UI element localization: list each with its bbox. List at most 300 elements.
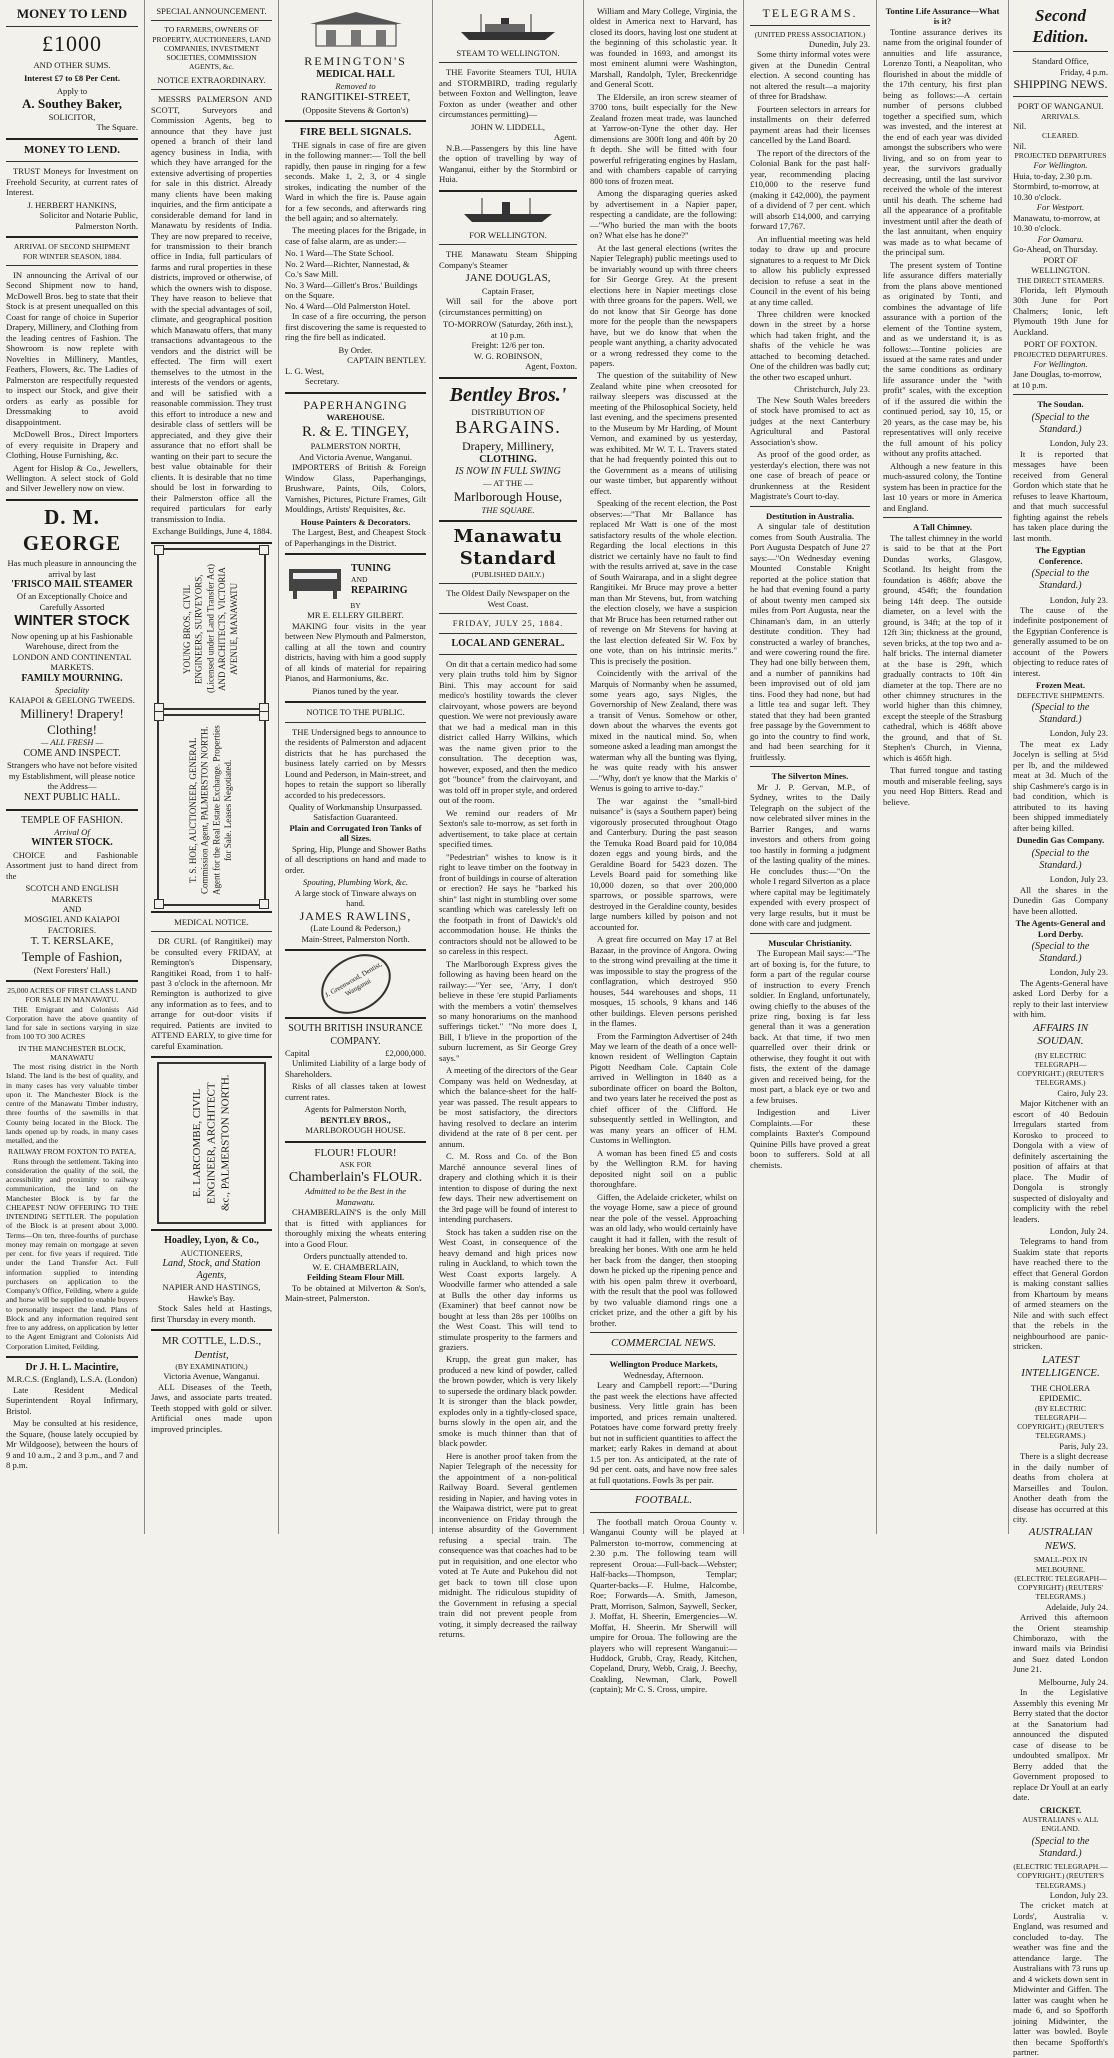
notice-body: MESSRS PALMERSON AND SCOTT, Surveyors and Commission Agents, beg to announce that they have just opened a branch of their land agency business in India, with which they have arranged for the extensive advertising of properties for sale in this district. Already many clients have been making inquiries, and the firm anticipate a considerable demand for land in Manawatu by residents of India. They are now prepared to receive, for transmission to their branch office in India, full particulars of farms and rural properties in these districts, improved or otherwise, of which the owners wish to dispose. They have reason to believe that with the special advantages of soil, climate, and geographical position which Manawatu offers, that many transactions advantageous to the vendors and the district will be effected. The firm will exert themselves to the utmost in the interests of the vendors or agents, and will be satisfied with a reasonable commission. They trust this effort to introduce a new and desirable class of settlers will be appreciated, and they give their assurance that no effort shall be wanting on their part to secure the best value obtainable for their clients. It is desirable that no time should be lost in forwarding to their Palmerston office all the required particulars for early transmission to India. bbox=[151, 94, 272, 524]
column-1 bbox=[0, 0, 145, 1534]
flour-line-2: ASK FOR bbox=[339, 1160, 372, 1170]
sbi-bentley: BENTLEY BROS., bbox=[320, 1114, 391, 1125]
hoadley-name: Hoadley, Lyon, & Co., bbox=[164, 1235, 259, 1247]
column-4 bbox=[433, 0, 584, 1640]
remington-opposite: (Opposite Stevens & Gorton's) bbox=[302, 104, 409, 115]
cottle-address: Victoria Avenue, Wanganui. bbox=[163, 1371, 260, 1382]
masthead-published: (PUBLISHED DAILY.) bbox=[471, 570, 545, 580]
australian-copyright: (ELECTRIC TELEGRAPH—COPYRIGHT) (REUTERS' TELEGRAMS.) bbox=[1014, 1573, 1107, 1602]
shipment-sig: McDowell Bros., Direct Importers of every requisite in Drapery and Clothing, House Furnishing, &c. bbox=[6, 429, 138, 461]
telegrams-dated: Dunedin, July 23. bbox=[808, 38, 870, 49]
tall-title: A Tall Chimney. bbox=[913, 522, 972, 533]
frozen-sub: DEFECTIVE SHIPMENTS. bbox=[1016, 690, 1105, 700]
money-lend-interest: Interest £7 to £8 Per Cent. bbox=[23, 73, 121, 84]
australian-date-2: Melbourne, July 24. bbox=[1038, 1676, 1108, 1687]
latest-date: Paris, July 23. bbox=[1059, 1440, 1108, 1451]
george-line-14: NEXT PUBLIC HALL. bbox=[23, 791, 121, 803]
steamer-illustration-2 bbox=[458, 196, 558, 226]
tingey-and: And Victoria Avenue, Wanganui. bbox=[298, 451, 413, 462]
shipping-cleared: CLEARED. bbox=[1042, 131, 1079, 141]
muscular-title: Muscular Christianity. bbox=[768, 937, 852, 948]
public-satisfaction: Satisfaction Guaranteed. bbox=[313, 812, 398, 823]
tontine-body: Tontine assurance derives its name from the original founder of annuities and life assurance, Lorenzo Tonti, a Neapolitan, who flourished in about the middle of the 17th century, his first plan being as follows:—A certain number of persons clubbed together a specified sum, which was invested, and the interest at the end of each year was divided amongst the subscribers who were living, and so on from year to year, the survivors gradually decreasing, until the last survivor received the whole of the interest until his death. The scheme had all the appearance of a profitable investment until after the death of the last annuitant, when enquiry was made as to what became of the principal sum. bbox=[883, 26, 1002, 258]
temple-title: TEMPLE OF FASHION. bbox=[21, 814, 123, 826]
tontine-body-3: Although a new feature in this much-assured colony, the Tontine system has been in practice for the last 10 years or more in America and England. bbox=[883, 460, 1002, 513]
latest-sub: THE CHOLERA EPIDEMIC. bbox=[1030, 1382, 1091, 1404]
hoadley-line-3: Hawke's Bay. bbox=[188, 1292, 235, 1303]
hoadley-role: AUCTIONEERS, bbox=[180, 1247, 243, 1258]
news-p1: William and Mary College, Virginia, the oldest in America next to Harvard, has closed its doors, having lost one student at the beginning of this scholastic year. It was founded in 1693, and amongst its most eminent alumni were Washington, Marshall, Randolph, Tyler, Breckenridge and General Scott. bbox=[590, 6, 737, 90]
cricket-copyright: (ELECTRIC TELEGRAPH.—COPYRIGHT.) (REUTER'S TELEGRAMS.) bbox=[1013, 1862, 1108, 1890]
australian-sub: SMALL-POX IN MELBOURNE. bbox=[1033, 1555, 1088, 1574]
column-3 bbox=[279, 0, 433, 1534]
local-p9: Here is another proof taken from the Napier Telegraph of the necessity for the appointment of a non-political Railway Board. Several gentlemen residing in Napier, and having votes in the Waipawa district, were put to great inconvenience on Friday through the intense absurdity of the Government refusing a special train. The consequence was that coaches had to be put in requisition, and one elector who voted at Te Aute and Pukehou did not get back to town till close upon midnight. The ridiculous stupidity of the Government in refusing a special train did not prevent people from voting, it simply decreased the railway returns. bbox=[439, 1450, 577, 1640]
soudan-date: London, July 23. bbox=[1049, 438, 1108, 449]
special-title: SPECIAL ANNOUNCEMENT. bbox=[156, 6, 267, 16]
land-body-3: Runs through the settlement. Taking into consideration the quality of the soil, the accessibility and proximity to railway communication, the land on the Manchester Block is by far the CHEAPEST NOW OFFERING TO THE INTENDING SETTLER. The population of the Block is at present about 3,000. Terms—On ten, three-fourths of purchase money may remain on mortgage at seven per cent. for five years if required. Title under the Land Transfer Act. Full information supplied to intending purchasers on application to the Company's Office, Feilding, where a guide and horse will be supplied to enable buyers to personally inspect the land. Plans of Block and any information required sent free to any address, on application by letter to the Agent Emigrant and Colonists Aid Corporation Limited, Feilding. bbox=[6, 1156, 138, 1351]
remington-street: RANGITIKEI-STREET, bbox=[300, 91, 411, 104]
second-edition-date: Friday, 4 p.m. bbox=[1060, 66, 1108, 77]
wellington-captain: Captain Fraser, bbox=[481, 285, 535, 296]
fire-ward-1: No. 1 Ward—The State School. bbox=[285, 248, 394, 259]
column-7 bbox=[877, 0, 1009, 1534]
news-p5: The question of the suitability of New Zealand white pine when creosoted for railway sleepers was discussed at the meeting of the Philosophical Society, held last evening, and the specimens presented to the Museum by Mr Harding, of Mount Vernon, and examined by us yesterday, was exhibited. Mr W. T. L. Travers stated that he had frequently pointed this out to the Government as a means of utilising our waste timber, but apparently without effect. bbox=[590, 370, 737, 496]
flour-orders: Orders punctually attended to. bbox=[303, 1251, 408, 1262]
tel-p6: The New South Wales breeders of stock have promised to act as judges at the next Canterbury Agricultural and Pastoral Association's show. bbox=[750, 394, 870, 447]
cricket-date: London, July 23. bbox=[1049, 1889, 1108, 1900]
news-p2: The Eldersile, an iron screw steamer of 3700 tons, built especially for the New Zealand frozen meat trade, was launched at Yarrow-on-Tyne the other day. Her dimensions are 300ft long and 40ft by 20 ft depth. She will be fitted with four powerful refrigerating engines by Haslam, and with chambers capable of carrying 800 tons of frozen meat. bbox=[590, 91, 737, 186]
shipping-line-7: Go-Ahead, on Thursday. bbox=[1013, 244, 1098, 255]
bentley-line-8: THE SQUARE. bbox=[481, 504, 535, 515]
notice-address: Exchange Buildings, June 4, 1884. bbox=[152, 526, 272, 537]
port-wellington-title: PORT OF WELLINGTON. bbox=[1031, 254, 1090, 276]
affairs-body: Major Kitchener with an escort of 40 Bedouin Irregulars started from Korosko to proceed to Dongola with a view of definitely ascertaining the position of affairs at that place. The Mudir of Dongola is strongly suspected of disloyalty and complicity with the rebel leaders. bbox=[1013, 1098, 1108, 1224]
bentley-line-2: BARGAINS. bbox=[455, 417, 561, 438]
steam-body: THE Favorite Steamers TUI, HUIA and STORMBIRD, trading regularly between Foxton and Wellington, leave Foxton as under (weather and other circumstances permitting)— bbox=[439, 67, 577, 120]
money-lend-title: MONEY TO LEND bbox=[16, 6, 128, 21]
hoe-box bbox=[157, 714, 266, 906]
rawlins-name: JAMES RAWLINS, bbox=[299, 908, 412, 923]
cricket-special: (Special to the Standard.) bbox=[1031, 1835, 1090, 1859]
george-line-3: Of an Exceptionally Choice and Carefully Assorted bbox=[16, 591, 128, 612]
george-line-4: WINTER STOCK bbox=[14, 612, 130, 630]
wellington-agent: W. G. ROBINSON, bbox=[473, 350, 543, 361]
soudan-body: It is reported that messages have been received from General Gordon which state that he refuses to leave Khartoum, and that much successful fighting against the rebels has taken place during the last month. bbox=[1013, 448, 1108, 543]
medical-hall-illustration bbox=[296, 10, 416, 50]
gas-title: Dunedin Gas Company. bbox=[1016, 835, 1105, 846]
sbi-capital-row bbox=[285, 1048, 426, 1058]
fire-captain: CAPTAIN BENTLEY. bbox=[347, 355, 426, 366]
frozen-body: The meat ex Lady Jocelyn is selling at 5½d per lb, and the mildewed meat at 3d. Much of the ship Cashmere's cargo is in bad condition, which is attributed to its having been shipped immediately after being killed. bbox=[1013, 738, 1108, 833]
tingey-body: IMPORTERS of British & Foreign Window Glass, Paperhangings, Brushware, Paints, Oils, Colors, Varnishes, Pictures, Picture Frames, Gilt Mouldings, Artists' Requisites, &c. bbox=[285, 462, 426, 515]
money-lend-apply: Apply to bbox=[56, 85, 88, 96]
bentley-line-3: Drapery, Millinery, bbox=[461, 439, 555, 454]
masthead-oldest: The Oldest Daily Newspaper on the West Coast. bbox=[446, 588, 570, 609]
young-bros-text: YOUNG BROS., CIVIL ENGINEERS, SURVEYORS, (Licensed under Land Transfer Act) AND ARCHITECTS, VICTORIA AVENUE, MANAWATU bbox=[182, 564, 240, 694]
temple-line-5: AND bbox=[62, 904, 82, 914]
gas-special: (Special to the Standard.) bbox=[1031, 847, 1090, 871]
land-block: IN THE MANCHESTER BLOCK, MANAWATU bbox=[18, 1043, 126, 1062]
silverton-body: Mr J. P. Gervan, M.P., of Sydney, writes to the Daily Telegraph on the subject of the now celebrated silver mines in the Barrier Ranges, and warns investors and others from going too hastily in forming a judgment of the lasting quality of the mines. He concludes thus:—"On the whole I regard Silverton as a place where capital may be legitimately expended with every prospect of very large results, but it must be done with care and judgment. bbox=[750, 781, 870, 929]
flour-body: CHAMBERLAIN'S is the only Mill that is fitted with appliances for thoroughly mixing the wheats entering into a Good Flour. bbox=[285, 1207, 426, 1249]
shipment-title: ARRIVAL OF SECOND SHIPMENT FOR WINTER SEASON, 1884. bbox=[13, 242, 131, 261]
public-spouting: Spouting, Plumbing Work, &c. bbox=[302, 877, 409, 888]
tontine-body-2: The present system of Tontine life assurance differs materially from the plans above mentioned as originated by Tonti, and combines the advantage of life assurance with a portion of the element of the Tontine system, and as we understand it, is as follows:—Tontine policies are issued at the same rates and under the same conditions as ordinary life assurance under the "with profit" scales, with the exception of if the assured die within the continued period, say 10, 15, or 20 years, as the case may be, his representatives will only receive the full amount of his policy without any profits attached. bbox=[883, 259, 1002, 459]
egyptian-date: London, July 23. bbox=[1049, 594, 1108, 605]
shipping-arrivals: ARRIVALS. bbox=[1041, 111, 1080, 121]
soudan-title: The Soudan. bbox=[1037, 399, 1084, 410]
public-tinware: A large stock of Tinware always on hand. bbox=[294, 887, 417, 909]
hoadley-line-2: NAPIER AND HASTINGS, bbox=[162, 1282, 261, 1293]
agents-body: The Agents-General have asked Lord Derby for a reply to their last interview with him. bbox=[1013, 977, 1108, 1020]
temple-line-3: CHOICE and Fashionable Assortment just to hand direct from the bbox=[6, 849, 138, 881]
column-2 bbox=[145, 0, 279, 1534]
george-line-1: Has much pleasure in announcing the arrival by last bbox=[7, 558, 137, 579]
bentley-line-7: Marlborough House, bbox=[453, 488, 563, 504]
frozen-title: Frozen Meat. bbox=[1036, 680, 1085, 691]
destitution-title: Destitution in Australia. bbox=[765, 510, 855, 521]
flour-line-4: Admitted to be the Best in the Manawatu. bbox=[304, 1186, 407, 1207]
frozen-date: London, July 23. bbox=[1049, 728, 1108, 739]
sbi-unlimited: Unlimited Liability of a large body of Shareholders. bbox=[285, 1058, 426, 1079]
wellington-ship: JANE DOUGLAS, bbox=[465, 272, 551, 285]
news-p4: At the last general elections (writes the Napier Telegraph) public meetings used to be invariably wound up with three cheers for Sir George Grey. At the present elections here in Napier meetings close with three groans for the papers. Well, we do not know that Sir George has done more for the people than the newspapers have, but we do know that when the people want anything, a charity advocated or a wrong redressed they come to the papers. bbox=[590, 242, 737, 368]
indigestion: Indigestion and Liver Complaints.—For these complaints Baxter's Compound Quinine Pills have proved a great boon to sufferers. Sold at all chemists. bbox=[750, 1107, 870, 1170]
australian-title: AUSTRALIAN NEWS. bbox=[1028, 1526, 1093, 1552]
fire-by-order: By Order. bbox=[338, 344, 373, 355]
doctor-title: Dr J. H. L. Macintire, bbox=[25, 1361, 119, 1373]
australian-body: Arrived this afternoon the Orient steamship Chimborazo, with the inward mails via Brindisi and Suez dated London June 21. bbox=[1013, 1612, 1108, 1675]
gas-body: All the shares in the Dunedin Gas Company have been allotted. bbox=[1013, 884, 1108, 916]
local-title: LOCAL AND GENERAL. bbox=[451, 637, 565, 649]
affairs-date: Cairo, July 23. bbox=[1057, 1087, 1108, 1098]
george-line-2: 'FRISCO MAIL STEAMER bbox=[11, 579, 133, 591]
cottle-role: Dentist, bbox=[194, 1348, 229, 1361]
shipping-line-3: Stormbird, to-morrow, at 10.30 o'clock. bbox=[1013, 181, 1099, 202]
column-5 bbox=[584, 0, 744, 1695]
local-p3: "Pedestrian" wishes to know is it right to leave timber on the footway in front of buildings in course of alteration or erection? He says he "barked his shin" last night in stumbling over some scantling which was carelessly left on the footpath in front of Dawick's old accommodation house. He thinks the contractors should not be allowed to be so careless in this respect. bbox=[439, 851, 577, 957]
fire-body-2: The meeting places for the Brigade, in case of false alarm, are as under:— bbox=[285, 225, 426, 246]
wellington-body: THE Manawatu Steam Shipping Company's Steamer bbox=[439, 249, 577, 270]
masthead-date: FRIDAY, JULY 25, 1884. bbox=[452, 618, 564, 629]
hoadley-line-1: Land, Stock, and Station Agents, bbox=[162, 1258, 261, 1282]
football-title: FOOTBALL. bbox=[634, 1494, 693, 1507]
frozen-special: (Special to the Standard.) bbox=[1031, 702, 1090, 726]
muscular-body: The European Mail says:—"The art of boxing is, for the future, to form a part of the regular course of instruction to every French soldier. In England, unfortunately, owing chiefly to the abuses of the prize ring, boxing is far less general than it was a generation back. At that time, if two men quarrelled over their drink or otherwise, they fought it out with fists, the extent of the damage given and received being, for the most part, a black eye or two and a few bruises. bbox=[750, 948, 870, 1105]
australian-date: Adelaide, July 24. bbox=[1045, 1601, 1108, 1612]
money-lend-2-title: MONEY TO LEND. bbox=[23, 143, 121, 156]
fire-body: THE signals in case of fire are given in the following manner:— Toll the bell rapidly, then pause in ringing for a few seconds. Make 1, 2, 3, or 4 single strokes, indicating the number of the Ward in which the fire is. Pause again for a few seconds, and afterwards ring the bell again; and so alternately. bbox=[285, 139, 426, 223]
public-title: NOTICE TO THE PUBLIC. bbox=[306, 707, 405, 718]
steam-agent-2: Agent. bbox=[553, 132, 577, 143]
bentley-line-5: IS NOW IN FULL SWING bbox=[455, 466, 561, 478]
medical-body: DR CURL (of Rangitikei) may be consulted every FRIDAY, at Remington's Dispensary, Rangitikei Road, from 1 to half-past 3 o'clock in the afternoon. Mr Remington is authorized to give any information as to fees, and to arrange for out-door visits if required. Patients are invited to ATTEND EARLY, to give time for careful Examination. bbox=[151, 936, 272, 1051]
commercial-title: COMMERCIAL NEWS. bbox=[611, 1337, 716, 1350]
column-6 bbox=[744, 0, 877, 1534]
remington-title: REMINGTON'S bbox=[304, 54, 407, 68]
piano-icon bbox=[285, 559, 345, 601]
sbi-agents: Agents for Palmerston North, bbox=[304, 1104, 407, 1115]
george-line-8: Speciality bbox=[55, 684, 89, 695]
notice-title: NOTICE EXTRAORDINARY. bbox=[157, 74, 266, 85]
sbi-capital-value: £2,000,000. bbox=[385, 1047, 426, 1058]
fire-title: FIRE BELL SIGNALS. bbox=[299, 126, 412, 139]
sbi-marlborough: MARLBOROUGH HOUSE. bbox=[305, 1125, 406, 1136]
agents-date: London, July 23. bbox=[1049, 967, 1108, 978]
shipment-agent: Agent for Hislop & Co., Jewellers, Wellington. A select stock of Gold and Silver Jewellery now on view. bbox=[6, 462, 138, 494]
rawlins-address: Main-Street, Palmerston North. bbox=[301, 933, 410, 944]
steam-nb: N.B.—Passengers by this line have the option of travelling by way of Wanganui, either by the Stormbird or Huia. bbox=[439, 142, 577, 185]
australian-body-2: In the Legislative Assembly this evening Mr Berry stated that the doctor at the Sanatorium had announced the disputed case of disease to be undoubted smallpox. Mr Berry added that the Government proposed to replace Dr Youll at an early date. bbox=[1013, 1687, 1108, 1803]
tuning-by: BY bbox=[350, 600, 361, 610]
port-wellington-direct: THE DIRECT STEAMERS. bbox=[1016, 275, 1105, 285]
news-p3: Among the disparaging queries asked by advertisement in a Napier paper, respecting a candidate, are the following:—"Who buried the man with the boots on? What else has he done?" bbox=[590, 188, 737, 241]
cricket-sub: AUSTRALIANS v. ALL ENGLAND. bbox=[1022, 1815, 1099, 1834]
tuning-header bbox=[285, 559, 426, 601]
tuning-tuned: Pianos tuned by the year. bbox=[312, 685, 399, 696]
money-lend-sub: AND OTHER SUMS. bbox=[33, 59, 111, 70]
local-p2: We remind our readers of Mr Sexton's sale to-morrow, as set forth in advertisement, to take place at certain specified times. bbox=[439, 807, 577, 850]
fire-west: L. G. West, bbox=[285, 365, 325, 376]
remington-moved: Removed to bbox=[335, 80, 376, 91]
dentist-oval-text: J. Greenwood, Dentist, Wanganui bbox=[310, 943, 401, 1027]
shipment-body: IN announcing the Arrival of our Second Shipment now to hand, McDowell Bros. beg to state that their Stock is at present unequalled on this Coast for range of choice in Superior Drapery, Millinery, and Clothing from the leading centres of Fashion. The Showroom is now replete with Novelties in Millinery, Mantles, Feathers, Flowers, &c. The Ladies of Palmerston are respectfully requested to inspect our Stock, and give their orders as early as possible for Dressmaking to avoid disappointment. bbox=[6, 269, 138, 427]
bentley-line-4: CLOTHING. bbox=[479, 454, 537, 465]
george-line-9: KAIAPOI & GEELONG TWEEDS. bbox=[9, 695, 135, 706]
doctor-line-2: May be consulted at his residence, the Square, (house lately occupied by Mr Wildgoose), between the hours of 9 and 10 a.m., 2 and 3 p.m., and 7 and 8 p.m. bbox=[6, 1418, 138, 1471]
affairs-title: AFFAIRS IN SOUDAN. bbox=[1032, 1021, 1089, 1048]
money-lend-amount: £1000 bbox=[42, 30, 102, 56]
latest-body: There is a slight decrease in the daily number of deaths from cholera at Marseilles and Toulon. Another death from the disease has occurred at this city. bbox=[1013, 1451, 1108, 1524]
column-8 bbox=[1009, 0, 1114, 2058]
tall-body: The tallest chimney in the world is said to be that at the Port Dundas works, Glasgow, Scotland. Its height from the foundation is 468ft; above the ground, 454ft; the foundation being 14ft deep. The outside diameter, on a level with the ground, is 34ft; at the top of it 12ft 3in; thickness at the ground, seven bricks, at the top two and a-half bricks. The internal diameter at the base is 29ft, which gradually contracts to 10ft 4in diameter at the top. There are no other chimney structures in the world higher than this chimney, except the steeple of the Strasburg cathedral, which is 468ft above the ground, and that of St. Stephen's Church, in Vienna, which is 465ft high. bbox=[883, 532, 1002, 763]
telegrams-sub: (UNITED PRESS ASSOCIATION.) bbox=[754, 29, 866, 39]
news-p7: Coincidently with the arrival of the Marquis of Normanby when he assumed, some years ago, says Nigles, the Governorship of New Zealand, there was a transit of Venus. Somehow or other, down about the wharves the events got mixed in the nautical mind. So, when someone asked a leading man amongst the waterman why all the bunting was flying, he was quite ready with his answer—"Why, don't ye know that the Markis o' Wenus is going to arrive to-day." bbox=[590, 668, 737, 794]
shipping-nil-1: Nil. bbox=[1013, 120, 1027, 131]
fire-ward-2: No. 2 Ward—Richter, Nannestad, & Co.'s Saw Mill. bbox=[285, 258, 410, 280]
agents-special: (Special to the Standard.) bbox=[1031, 941, 1090, 965]
land-railway: RAILWAY FROM FOXTON TO PATEA, bbox=[8, 1147, 136, 1157]
local-p7: Stock has taken a sudden rise on the West Coast, in consequence of the heavy demand and high prices now ruling in Auckland, to which town the West Coast exports largely. A Woodville farmer who attended a sale at Bulls the other day informs us (Examiner) that beef cannot now be bought at less than 28s per 100lbs on the West Coast. This will tend to stimulate prosperity to the farmers and graziers. bbox=[439, 1226, 577, 1352]
shipping-line-5: Manawatu, to-morrow, at 10.30 o'clock. bbox=[1013, 212, 1101, 234]
fire-body-3: In case of a fire occurring, the person first discovering the same is requested to ring the fire bell as indicated. bbox=[285, 311, 426, 343]
sbi-capital-label: Capital bbox=[285, 1047, 310, 1058]
solicitor-address: The Square. bbox=[96, 122, 138, 133]
george-line-11: — ALL FRESH — bbox=[40, 737, 104, 748]
second-edition-office: Standard Office, bbox=[1032, 56, 1089, 67]
egyptian-title: The Egyptian Conference. bbox=[1035, 545, 1086, 566]
cottle-by: (BY EXAMINATION,) bbox=[175, 1362, 248, 1372]
young-bros-box bbox=[157, 548, 266, 710]
tingey-house: House Painters & Decorators. bbox=[300, 516, 411, 527]
masthead-title: Manawatu Standard bbox=[453, 526, 563, 570]
wellington-body-2: Will sail for the above port (circumstances permitting) on bbox=[439, 296, 577, 317]
temple-line-8: Temple of Fashion, bbox=[21, 948, 123, 964]
tuning-body: MAKING four visits in the year between New Plymouth and Palmerston, calling at all the town and country districts, having with him a good supply of all kinds of material for repairing Pianos, and Harmoniums, &c. bbox=[285, 620, 426, 684]
sbi-title: SOUTH BRITISH INSURANCE COMPANY. bbox=[288, 1023, 423, 1047]
temple-line-7: T. T. KERSLAKE, bbox=[30, 935, 114, 948]
commercial-date: Wednesday, Afternoon. bbox=[623, 1369, 704, 1380]
news-p12: Giffen, the Adelaide cricketer, whilst on the voyage Home, saw a piece of ground near the pole of the vessel. Approaching was an old lady, who would certainly have caught it had it fallen, with the result of breaking her bones. With one arm he held her back from the danger, then stooping down he picked up the ripening pence and with his open palm threw it overboard, with the result that the pool was followed by two valuable diamond rings one a cricket prize, and the other a gift by his brother. bbox=[590, 1191, 737, 1328]
tuning-repairing: REPAIRING bbox=[351, 584, 408, 596]
news-p11: A woman has been fined £5 and costs by the Wellington R.M. for having deposited night soil on a public thoroughfare. bbox=[590, 1147, 737, 1190]
george-line-5: Now opening up at his Fashionable Warehouse, direct from the bbox=[11, 630, 133, 652]
affairs-sub: (BY ELECTRIC TELEGRAPH—COPYRIGHT.) (REUTER'S TELEGRAMS.) bbox=[1017, 1050, 1104, 1088]
cricket-title: CRICKET. bbox=[1039, 1804, 1082, 1815]
port-foxton-projected: PROJECTED DEPARTURES. bbox=[1013, 349, 1108, 359]
steamer-illustration bbox=[453, 10, 563, 44]
doctor-sub: M.R.C.S. (England), L.S.A. (London) bbox=[6, 1374, 138, 1385]
commercial-body: Leary and Campbell report:—"During the past week the elections have affected business. Very little grain has been imported, and prices remain unaltered. Potatoes have come forward pretty freely but not in sufficient quantities to affect the market; early Rakes in demand at about 1.5 per ton. As anticipated, at the rate of 9d per cent. oats, and have now free sales at full quotations. Fowls 3s per pair. bbox=[590, 1380, 737, 1485]
flour-name: W. E. CHAMBERLAIN, bbox=[312, 1261, 399, 1272]
local-p6: C. M. Ross and Co. of the Bon Marché announce several lines of drapery and clothing which it is their intention to dispose of during the next few days. Their new advertisement on the 3rd page will be found of interest to intending purchasers. bbox=[439, 1151, 577, 1225]
gas-date: London, July 23. bbox=[1049, 874, 1108, 885]
steam-title: STEAM TO WELLINGTON. bbox=[456, 48, 560, 58]
tel-p2: Fourteen selectors in arrears for installments on their deferred payment areas had their licenses cancelled by the Land Board. bbox=[750, 103, 870, 146]
fire-secretary: Secretary. bbox=[305, 376, 340, 387]
larcombe-text: E. LARCOMBE, CIVIL ENGINEER, ARCHITECT &c., PALMERSTON NORTH. bbox=[191, 1075, 232, 1212]
land-body: THE Emigrant and Colonists Aid Corporation have the above quantity of land for sale in sections varying in size from 100 TO 300 ACRES bbox=[6, 1004, 138, 1042]
port-wellington-body: Florida, left Plymouth 30th June for Port Chalmers; Ionic, left Plymouth 19th June for Auckland. bbox=[1013, 284, 1108, 337]
tuning-title: TUNING bbox=[351, 563, 392, 575]
hoadley-line-4: Stock Sales held at Hastings, first Thursday in every month. bbox=[151, 1303, 272, 1324]
george-line-6: LONDON AND CONTINENTAL MARKETS. bbox=[12, 651, 132, 673]
flour-mill: Feilding Steam Flour Mill. bbox=[306, 1272, 405, 1283]
local-p1: On dit that a certain medico had some very plain truths told him by Signor Bini. This may account for said medico's hostility towards the clever clairvoyant, whose powers are beyond question. We were not previously aware that we had a medical man in this district called Harry Wilkins, which was the name given prior to the consultation. The deception was, however, exposed, and then the medico got "bounce" from the clairvoyant, and was told off in proper style, and ordered out of the room. bbox=[439, 659, 577, 806]
egyptian-special: (Special to the Standard.) bbox=[1031, 568, 1090, 592]
port-foxton-line-1: For Wellington. bbox=[1033, 359, 1088, 369]
wellington-freight: Freight: 12/6 per ton. bbox=[471, 340, 545, 351]
shipping-port: PORT OF WANGANUI. bbox=[1017, 101, 1104, 112]
shipping-line-6: For Oamaru. bbox=[1037, 233, 1084, 244]
news-p8: The war against the "small-bird nuisance" is (says a Southern paper) being vigorously prosecuted throughout Otago and Canterbury. During the past season the Temuka Road Board paid for 10,084 dozen eggs and young birds, and the Geraldine Board for 5423 dozen. The Levels Board paid for something like 10,000 dozen, so that over 200,000 sparrows, or possible sparrows, were destroyed in the Geraldine county, besides large numbers killed by poison and not accounted for. bbox=[590, 795, 737, 932]
news-p6: Speaking of the recent election, the Post observes:—"That Mr Ballance has replaced Mr Watt is one of the most satisfactory results of the whole election. Regarding the local elections in this district we certainly have no fault to find with the results arrived at, save in the case of South Wairarapa, and in a slight degree Rangitikei. Mr Bruce may prove a better man than Mr Stevens, but, from watching the election closely, we have a suspicion that Mr Bruce has been returned rather out of revenge on Mr Stevens for having at the last election defeated Sir W. Fox by one vote, than on his intrinsic merits." This is precisely the position. bbox=[590, 498, 737, 666]
remington-sub: MEDICAL HALL bbox=[316, 68, 395, 80]
tontine-title: Tontine Life Assurance—What is it? bbox=[885, 6, 1000, 27]
agents-title: The Agents-General and Lord Derby. bbox=[1015, 918, 1106, 939]
flour-line-3: Chamberlain's FLOUR. bbox=[288, 1170, 423, 1186]
second-edition-title: Second Edition. bbox=[1032, 6, 1089, 46]
money-lend-2-sig: Solicitor and Notarie Public, Palmerston North. bbox=[39, 210, 138, 231]
temple-line-1: Arrival Of bbox=[54, 826, 90, 837]
affairs-date-2: London, July 24. bbox=[1049, 1226, 1108, 1236]
football-body: The football match Oroua County v. Wanganui County will be played at Palmerston to-morrow, commencing at 2.30 p.m. The following team will represent Oroua:—Full-back—Webster; Half-backs—Thompson, Templar; Quarter-backs—F. Hulme, Halcombe, Roe; Forwards—A. Smith, Jameson, Pratt, Morrison, Salmon, Saywell, Secker, J. Moffat, H. Sheerin, Emergencies—W. Moffat, H. Sheerin. Mr Sherwill will umpire for Oroua. The following are the players who will represent Wanganui:—Huddock, Grubb, Cray, Ready, Kitchen, Copeland, Drury, Webb, Craig, J. Beechy, Coakling, Newman, Clark, Powell (captain); Mr C. S. Cross, umpire. bbox=[590, 1516, 737, 1695]
steam-agent: JOHN W. LIDDELL, bbox=[471, 121, 545, 132]
sbi-risks: Risks of all classes taken at lowest current rates. bbox=[285, 1081, 426, 1102]
soudan-special: (Special to the Standard.) bbox=[1031, 411, 1090, 436]
tuning-name: MR E. ELLERY GILBERT. bbox=[307, 610, 404, 621]
public-spring: Spring, Hip, Plunge and Shower Baths of all descriptions on hand and made to order. bbox=[285, 843, 426, 875]
money-lend-2-name: J. HERBERT HANKINS, bbox=[27, 199, 117, 210]
george-line-7: FAMILY MOURNING. bbox=[21, 672, 123, 684]
tel-p3: The report of the directors of the Colonial Bank for the past half-year, recommending placing £10,000 to the reserve fund (making it £42,000), the payment of a dividend of 7 per cent. which will absorb £14,000, and carrying forward 17,767. bbox=[750, 147, 870, 232]
george-name: D. M. GEORGE bbox=[22, 504, 122, 555]
medical-title: MEDICAL NOTICE. bbox=[174, 916, 249, 927]
silverton-title: The Silverton Mines. bbox=[771, 771, 849, 782]
wellington-date: TO-MORROW (Saturday, 26th inst.), at 10 p.m. bbox=[443, 319, 573, 340]
paperhanging-warehouse: WAREHOUSE. bbox=[326, 412, 385, 423]
george-line-12: COME AND INSPECT. bbox=[23, 747, 121, 759]
egyptian-body: The cause of the indefinite postponement of the Egyptian Conference is generally assumed to be on account of the Powers objecting to reduce rates of interest. bbox=[1013, 604, 1108, 678]
telegrams-title: TELEGRAMS. bbox=[762, 6, 858, 20]
bentley-title: Bentley Bros.' bbox=[449, 383, 567, 406]
solicitor-name: A. Southey Baker, bbox=[22, 96, 122, 112]
bentley-line-6: — AT THE — bbox=[482, 478, 534, 489]
shipping-projected: PROJECTED DEPARTURES bbox=[1014, 151, 1107, 161]
wellington-agent-2: Agent, Foxton. bbox=[525, 361, 577, 372]
cottle-body: ALL Diseases of the Teeth, Jaws, and associate parts treated. Teeth stopped with gold or silver. Artificial ones made upon improved principles. bbox=[151, 1381, 272, 1434]
tall-body-2: That furred tongue and tasting mouth and miserable feeling, says you need Hop Bitters. Read and believe. bbox=[883, 765, 1002, 807]
tel-p1: Some thirty informal votes were given at the Dunedin Central election. A second counting has not altered the result—a majority of three for Bradshaw. bbox=[750, 49, 870, 102]
port-foxton-line-2: Jane Douglas, to-morrow, at 10 p.m. bbox=[1013, 369, 1102, 390]
commercial-sub: Wellington Produce Markets, bbox=[609, 1359, 718, 1370]
flour-obtain: To be obtained at Milverton & Son's, Main-street, Palmerston. bbox=[285, 1282, 426, 1304]
tuning-and: AND bbox=[351, 575, 368, 585]
cottle-name: MR COTTLE, L.D.S., bbox=[161, 1335, 262, 1348]
tel-p5: Three children were knocked down in the street by a horse which had taken fright, and the shafts of the vehicle he was attached to becoming detached. One of the children was badly cut; the other two escaped unhurt. bbox=[750, 308, 870, 382]
fire-ward-4: No. 4 Ward—Old Palmerston Hotel. bbox=[285, 300, 411, 311]
tingey-largest: The Largest, Best, and Cheapest Stock of Paperhangings in the District. bbox=[285, 527, 426, 548]
george-line-13: Strangers who have not before visited my Establishment, will please notice the Address— bbox=[6, 760, 138, 792]
wellington-title: FOR WELLINGTON. bbox=[469, 229, 547, 240]
public-quality: Quality of Workmanship Unsurpassed. bbox=[288, 801, 423, 812]
affairs-body-2: Telegrams to hand from Suakim state that reports have reached there to the effect that General Gordon is making constant sallies from Khartoum by means of armed steamers on the Nile and with such effect that the rebels in the neighbourhood are panic-stricken. bbox=[1013, 1236, 1108, 1352]
public-plain: Plain and Corrugated Iron Tanks of all Sizes. bbox=[289, 822, 422, 844]
shipping-line-1: For Wellington. bbox=[1033, 160, 1088, 171]
local-p4: The Marlborough Express gives the following as having been heard on the railway:—"Yer see, 'Arry, I don't believe in these 'ere stupid Parliaments with the members a votin' themselves so many honorariums on the manhood sufferings ticket." "No more does I, Bill, I b'lieve in the proportion of the suburn lucrement, as Sir George Grey says." bbox=[439, 958, 577, 1063]
public-body: THE Undersigned begs to announce to the residents of Palmerston and adjacent districts that he has purchased the business lately carried on by Messrs Lound and Pederson, in Main-street, and hopes to retain the support so liberally accorded to his predecessors. bbox=[285, 726, 426, 800]
local-p8: Krupp, the great gun maker, has produced a new kind of powder, called the brown powder, which is very likely to supersede the ordinary black powder. It is stronger than the black powder, explodes only in a tightly-closed space, burns slowly in the open air, and the smoke is much thinner than that of black powder. bbox=[439, 1354, 577, 1449]
fire-ward-3: No. 3 Ward—Gillett's Bros.' Buildings on the Square. bbox=[285, 279, 418, 301]
money-lend-2-body: TRUST Moneys for Investment on Freehold Security, at current rates of Interest. bbox=[6, 166, 138, 198]
shipping-title: SHIPPING NEWS. bbox=[1013, 77, 1108, 92]
doctor-line-1: Late Resident Medical Superintendent Royal Infirmary, Bristol. bbox=[6, 1384, 138, 1416]
tel-christchurch: Christchurch, July 23. bbox=[794, 384, 870, 395]
george-line-10: Millinery! Drapery! Clothing! bbox=[20, 705, 124, 737]
tingey-location: PALMERSTON NORTH, bbox=[310, 441, 401, 452]
tel-p7: As proof of the good order, as yesterday's election, there was not one case of breach of peace or drunkenness at the Resident Magistrate's Court to-day. bbox=[750, 449, 870, 502]
paperhanging-title: PAPERHANGING bbox=[303, 397, 408, 412]
larcombe-box bbox=[157, 1062, 266, 1224]
local-p5: A meeting of the directors of the Gear Company was held on Wednesday, at which the balance-sheet for the half-year was passed. The result appears to be most satisfactory, the directors having resolved to declare an interim dividend at the rate of 8 per cent. per annum. bbox=[439, 1065, 577, 1149]
shipping-line-4: For Westport. bbox=[1036, 202, 1085, 213]
flour-line-1: FLOUR! FLOUR! bbox=[314, 1146, 397, 1159]
latest-title: LATEST INTELLIGENCE. bbox=[1021, 1353, 1100, 1380]
shipping-line-2: Huia, to-day, 2.30 p.m. bbox=[1013, 170, 1093, 181]
temple-line-6: MOSGIEL AND KAIAPOI FACTORIES. bbox=[24, 914, 120, 935]
port-foxton-title: PORT OF FOXTON. bbox=[1023, 339, 1098, 350]
dentist-oval bbox=[285, 957, 426, 1011]
land-title: 25,000 ACRES OF FIRST CLASS LAND FOR SALE IN MANAWATU. bbox=[7, 986, 137, 1005]
bentley-line-1: DISTRIBUTION OF bbox=[471, 406, 545, 417]
hoe-text: T. S. HOE, AUCTIONEER, GENERAL Commission Agent, PALMERSTON NORTH. Agent for the Real Estate Exchange. Properties for Sale. Leases Negotiated. bbox=[188, 724, 234, 895]
latest-copyright: (BY ELECTRIC TELEGRAPH—COPYRIGHT.) (REUTER'S TELEGRAMS.) bbox=[1017, 1403, 1104, 1441]
tel-p4: An influential meeting was held today to draw up and procure signatures to a request to Mr Dick to allow his publicly expressed decision to refuse a seat in the Council in the event of his being at any time called. bbox=[750, 233, 870, 307]
news-p9: A great fire occurred on May 17 at Bel Bazaar, in the province of Angora. Owing to the strong wind prevailing at the time it was impossible to stay the progress of the conflagration, which destroyed 950 houses, 544 warehouses and shops, 11 mosques, 15 schools, 9 khans and 146 other buildings. Eleven persons perished in the flames. bbox=[590, 934, 737, 1029]
cricket-body: The cricket match at Lords', Australia v. England, was resumed and concluded to-day. The weather was fine and the attendance large. The Australians with 73 runs up and 4 wickets down sent in Midwinter and Giffen. The latter was caught when he made 6, and so Spofforth joining Midwinter, the latter was bowled. Boyle then became Spofforth's partner. bbox=[1013, 1900, 1109, 2058]
solicitor-title: SOLICITOR, bbox=[48, 112, 96, 122]
rawlins-late: (Late Lound & Pederson,) bbox=[310, 923, 401, 934]
temple-line-9: (Next Foresters' Hall.) bbox=[33, 964, 111, 975]
news-p10: From the Farmington Advertiser of 24th May we learn of the death of a once well-known resident of Wellington Captain Pigott Needham Cole. Captain Cole arrived in Wellington in 1840 as a subordinate officer on board the Bolton, and two years later he received the post as chief officer of the Clifford. He subsequently settled in Wellington, and was many years an officer of H.M. Customs in Wellington. bbox=[590, 1030, 737, 1146]
shipping-nil-2: Nil. bbox=[1013, 140, 1027, 151]
temple-line-2: WINTER STOCK. bbox=[31, 837, 113, 849]
destitution-body: A singular tale of destitution comes from South Australia. The Port Augusta Despatch of June 27 says:—"On Wednesday evening Mounted Constable Knight reported at the police station that he had that evening found a party of about twenty men camped six miles from Port Augusta, near the Chinaman's dam, in an utterly destitute condition. They had constructed a warley of branches, and were cowering round the fire. They had one billy between them, and a number of pannikins had been improvised out of old jam tins. Food they had none, but had a little tea and sugar left. They stated that they had been granted free passage by the Government to go into the country to find work, and had been searching for it fruitlessly. bbox=[750, 521, 870, 762]
land-body-2: The most rising district in the North Island. The land is the best of quality, and in many cases has very valuable timber upon it. The Manchester Block is the centre of the Manawatu Timber industry, three fourths of the sawmills in that County being located in the Block. The lands opened up by roads, in many cases metalled, and the bbox=[6, 1062, 138, 1146]
tingey-name: R. & E. TINGEY, bbox=[302, 423, 409, 440]
temple-line-4: SCOTCH AND ENGLISH MARKETS bbox=[25, 883, 119, 904]
special-to: TO FARMERS, OWNERS OF PROPERTY, AUCTIONEERS, LAND COMPANIES, INVESTMENT SOCIETIES, COMMISSION AGENTS, &c. bbox=[152, 25, 271, 72]
